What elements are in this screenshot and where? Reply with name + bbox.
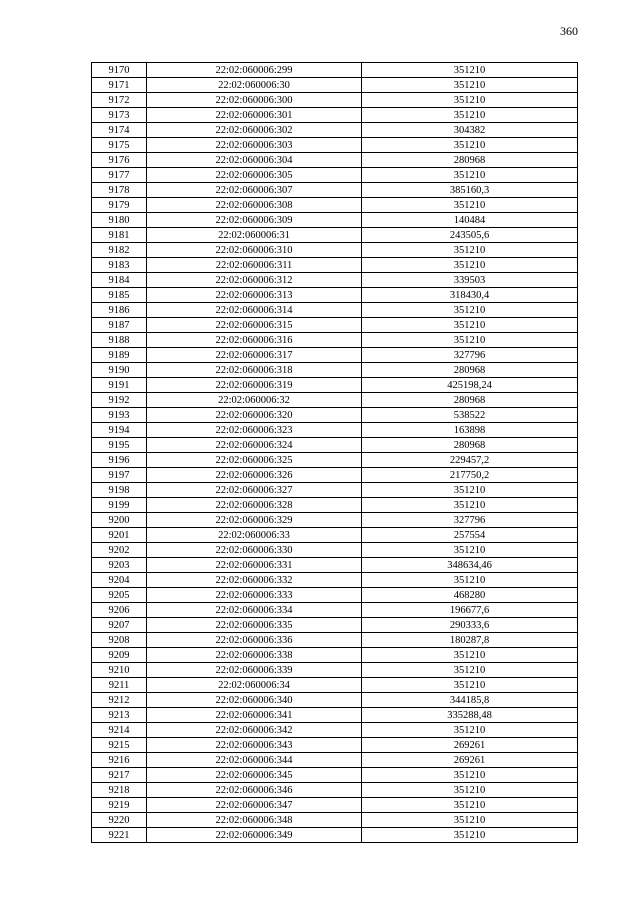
row-number-cell: 9177 (92, 168, 147, 183)
cadastral-number-cell: 22:02:060006:336 (147, 633, 362, 648)
row-number-cell: 9190 (92, 363, 147, 378)
table-row (92, 258, 578, 273)
cadastral-number-cell: 22:02:060006:329 (147, 513, 362, 528)
cadastral-number-cell: 22:02:060006:331 (147, 558, 362, 573)
row-number-cell: 9203 (92, 558, 147, 573)
cadastral-value-cell: 351210 (362, 303, 578, 318)
cadastral-value-cell: 538522 (362, 408, 578, 423)
table-row (92, 678, 578, 693)
cadastral-value-cell: 351210 (362, 663, 578, 678)
cadastral-value-cell: 351210 (362, 93, 578, 108)
table-row (92, 723, 578, 738)
row-number-cell: 9201 (92, 528, 147, 543)
table-body (92, 63, 578, 843)
cadastral-number-cell: 22:02:060006:307 (147, 183, 362, 198)
cadastral-value-cell: 351210 (362, 648, 578, 663)
table-row (92, 738, 578, 753)
row-number-cell: 9199 (92, 498, 147, 513)
table-row (92, 663, 578, 678)
table-row (92, 93, 578, 108)
cadastral-number-cell: 22:02:060006:317 (147, 348, 362, 363)
cadastral-value-cell: 163898 (362, 423, 578, 438)
cadastral-number-cell: 22:02:060006:320 (147, 408, 362, 423)
row-number-cell: 9217 (92, 768, 147, 783)
row-number-cell: 9188 (92, 333, 147, 348)
table-row (92, 168, 578, 183)
cadastral-value-cell: 351210 (362, 243, 578, 258)
row-number-cell: 9170 (92, 63, 147, 78)
row-number-cell: 9215 (92, 738, 147, 753)
cadastral-value-cell: 290333,6 (362, 618, 578, 633)
cadastral-number-cell: 22:02:060006:304 (147, 153, 362, 168)
row-number-cell: 9209 (92, 648, 147, 663)
cadastral-value-cell: 180287,8 (362, 633, 578, 648)
table-row (92, 363, 578, 378)
row-number-cell: 9191 (92, 378, 147, 393)
row-number-cell: 9198 (92, 483, 147, 498)
cadastral-number-cell: 22:02:060006:326 (147, 468, 362, 483)
cadastral-number-cell: 22:02:060006:34 (147, 678, 362, 693)
row-number-cell: 9189 (92, 348, 147, 363)
cadastral-value-cell: 304382 (362, 123, 578, 138)
row-number-cell: 9193 (92, 408, 147, 423)
cadastral-value-cell: 327796 (362, 348, 578, 363)
row-number-cell: 9185 (92, 288, 147, 303)
cadastral-number-cell: 22:02:060006:301 (147, 108, 362, 123)
cadastral-number-cell: 22:02:060006:302 (147, 123, 362, 138)
row-number-cell: 9187 (92, 318, 147, 333)
row-number-cell: 9212 (92, 693, 147, 708)
table-row (92, 528, 578, 543)
cadastral-value-cell: 280968 (362, 438, 578, 453)
row-number-cell: 9184 (92, 273, 147, 288)
cadastral-number-cell: 22:02:060006:343 (147, 738, 362, 753)
cadastral-value-cell: 351210 (362, 678, 578, 693)
row-number-cell: 9186 (92, 303, 147, 318)
cadastral-value-cell: 468280 (362, 588, 578, 603)
cadastral-number-cell: 22:02:060006:300 (147, 93, 362, 108)
cadastral-value-cell: 196677,6 (362, 603, 578, 618)
cadastral-number-cell: 22:02:060006:333 (147, 588, 362, 603)
cadastral-value-cell: 385160,3 (362, 183, 578, 198)
row-number-cell: 9172 (92, 93, 147, 108)
table-row (92, 318, 578, 333)
cadastral-number-cell: 22:02:060006:323 (147, 423, 362, 438)
row-number-cell: 9197 (92, 468, 147, 483)
row-number-cell: 9213 (92, 708, 147, 723)
row-number-cell: 9204 (92, 573, 147, 588)
cadastral-number-cell: 22:02:060006:334 (147, 603, 362, 618)
table-row (92, 198, 578, 213)
cadastral-number-cell: 22:02:060006:305 (147, 168, 362, 183)
cadastral-number-cell: 22:02:060006:324 (147, 438, 362, 453)
cadastral-number-cell: 22:02:060006:345 (147, 768, 362, 783)
table-row (92, 333, 578, 348)
cadastral-number-cell: 22:02:060006:312 (147, 273, 362, 288)
table-row (92, 393, 578, 408)
cadastral-value-cell: 318430,4 (362, 288, 578, 303)
row-number-cell: 9176 (92, 153, 147, 168)
cadastral-value-cell: 351210 (362, 318, 578, 333)
cadastral-number-cell: 22:02:060006:33 (147, 528, 362, 543)
cadastral-number-cell: 22:02:060006:346 (147, 783, 362, 798)
cadastral-number-cell: 22:02:060006:341 (147, 708, 362, 723)
table-row (92, 423, 578, 438)
cadastral-value-cell: 269261 (362, 738, 578, 753)
row-number-cell: 9171 (92, 78, 147, 93)
cadastral-number-cell: 22:02:060006:332 (147, 573, 362, 588)
cadastral-value-cell: 229457,2 (362, 453, 578, 468)
cadastral-value-cell: 351210 (362, 108, 578, 123)
row-number-cell: 9182 (92, 243, 147, 258)
cadastral-value-cell: 351210 (362, 258, 578, 273)
table-row (92, 228, 578, 243)
table-row (92, 618, 578, 633)
cadastral-number-cell: 22:02:060006:314 (147, 303, 362, 318)
table-row (92, 543, 578, 558)
cadastral-number-cell: 22:02:060006:309 (147, 213, 362, 228)
table-row (92, 123, 578, 138)
row-number-cell: 9206 (92, 603, 147, 618)
table-row (92, 348, 578, 363)
cadastral-number-cell: 22:02:060006:328 (147, 498, 362, 513)
cadastral-number-cell: 22:02:060006:313 (147, 288, 362, 303)
row-number-cell: 9196 (92, 453, 147, 468)
row-number-cell: 9219 (92, 798, 147, 813)
table-row (92, 708, 578, 723)
cadastral-number-cell: 22:02:060006:316 (147, 333, 362, 348)
cadastral-number-cell: 22:02:060006:315 (147, 318, 362, 333)
cadastral-value-cell: 351210 (362, 78, 578, 93)
cadastral-value-cell: 269261 (362, 753, 578, 768)
row-number-cell: 9220 (92, 813, 147, 828)
table-row (92, 768, 578, 783)
cadastral-number-cell: 22:02:060006:342 (147, 723, 362, 738)
table-row (92, 483, 578, 498)
cadastral-number-cell: 22:02:060006:339 (147, 663, 362, 678)
cadastral-number-cell: 22:02:060006:311 (147, 258, 362, 273)
table-row (92, 213, 578, 228)
row-number-cell: 9214 (92, 723, 147, 738)
cadastral-value-cell: 217750,2 (362, 468, 578, 483)
cadastral-value-cell: 351210 (362, 573, 578, 588)
row-number-cell: 9216 (92, 753, 147, 768)
row-number-cell: 9205 (92, 588, 147, 603)
row-number-cell: 9208 (92, 633, 147, 648)
table-row (92, 108, 578, 123)
cadastral-number-cell: 22:02:060006:327 (147, 483, 362, 498)
cadastral-value-cell: 339503 (362, 273, 578, 288)
row-number-cell: 9180 (92, 213, 147, 228)
row-number-cell: 9175 (92, 138, 147, 153)
cadastral-value-cell: 280968 (362, 363, 578, 378)
table-row (92, 378, 578, 393)
row-number-cell: 9202 (92, 543, 147, 558)
cadastral-value-cell: 351210 (362, 783, 578, 798)
table-row (92, 828, 578, 843)
cadastral-value-cell: 140484 (362, 213, 578, 228)
cadastral-value-cell: 351210 (362, 483, 578, 498)
row-number-cell: 9194 (92, 423, 147, 438)
cadastral-value-cell: 348634,46 (362, 558, 578, 573)
cadastral-number-cell: 22:02:060006:330 (147, 543, 362, 558)
cadastral-value-cell: 351210 (362, 723, 578, 738)
table-row (92, 183, 578, 198)
cadastral-value-cell: 351210 (362, 813, 578, 828)
table-row (92, 783, 578, 798)
table-row (92, 603, 578, 618)
cadastral-number-cell: 22:02:060006:347 (147, 798, 362, 813)
table-row (92, 498, 578, 513)
table-row (92, 753, 578, 768)
cadastral-value-cell: 257554 (362, 528, 578, 543)
row-number-cell: 9218 (92, 783, 147, 798)
table-row (92, 588, 578, 603)
cadastral-number-cell: 22:02:060006:30 (147, 78, 362, 93)
row-number-cell: 9207 (92, 618, 147, 633)
cadastral-number-cell: 22:02:060006:340 (147, 693, 362, 708)
row-number-cell: 9195 (92, 438, 147, 453)
cadastral-value-cell: 425198,24 (362, 378, 578, 393)
cadastral-value-cell: 351210 (362, 168, 578, 183)
cadastral-value-cell: 344185,8 (362, 693, 578, 708)
cadastral-value-cell: 351210 (362, 63, 578, 78)
cadastral-number-cell: 22:02:060006:335 (147, 618, 362, 633)
row-number-cell: 9173 (92, 108, 147, 123)
cadastral-number-cell: 22:02:060006:319 (147, 378, 362, 393)
cadastral-number-cell: 22:02:060006:308 (147, 198, 362, 213)
cadastral-number-cell: 22:02:060006:349 (147, 828, 362, 843)
table-row (92, 273, 578, 288)
cadastral-value-cell: 327796 (362, 513, 578, 528)
table-row (92, 288, 578, 303)
cadastral-number-cell: 22:02:060006:303 (147, 138, 362, 153)
cadastral-value-cell: 280968 (362, 393, 578, 408)
cadastral-value-cell: 351210 (362, 198, 578, 213)
row-number-cell: 9178 (92, 183, 147, 198)
cadastral-number-cell: 22:02:060006:31 (147, 228, 362, 243)
cadastral-value-cell: 351210 (362, 543, 578, 558)
table-row (92, 468, 578, 483)
table-row (92, 648, 578, 663)
cadastral-value-cell: 335288,48 (362, 708, 578, 723)
table-row (92, 438, 578, 453)
table-row (92, 63, 578, 78)
table-row (92, 513, 578, 528)
table-row (92, 153, 578, 168)
table-row (92, 243, 578, 258)
cadastral-value-cell: 351210 (362, 498, 578, 513)
cadastral-number-cell: 22:02:060006:310 (147, 243, 362, 258)
cadastral-number-cell: 22:02:060006:299 (147, 63, 362, 78)
cadastral-value-cell: 351210 (362, 138, 578, 153)
cadastral-value-cell: 351210 (362, 798, 578, 813)
cadastral-value-cell: 280968 (362, 153, 578, 168)
cadastral-value-cell: 351210 (362, 768, 578, 783)
row-number-cell: 9200 (92, 513, 147, 528)
table-row (92, 303, 578, 318)
cadastral-value-cell: 351210 (362, 333, 578, 348)
cadastral-number-cell: 22:02:060006:338 (147, 648, 362, 663)
row-number-cell: 9181 (92, 228, 147, 243)
cadastral-value-cell: 351210 (362, 828, 578, 843)
page-number: 360 (560, 24, 578, 38)
row-number-cell: 9210 (92, 663, 147, 678)
row-number-cell: 9174 (92, 123, 147, 138)
table-row (92, 558, 578, 573)
table-row (92, 453, 578, 468)
table-row (92, 138, 578, 153)
table-row (92, 633, 578, 648)
cadastral-value-cell: 243505,6 (362, 228, 578, 243)
row-number-cell: 9192 (92, 393, 147, 408)
cadastral-number-cell: 22:02:060006:325 (147, 453, 362, 468)
row-number-cell: 9211 (92, 678, 147, 693)
row-number-cell: 9179 (92, 198, 147, 213)
cadastral-number-cell: 22:02:060006:318 (147, 363, 362, 378)
cadastral-number-cell: 22:02:060006:32 (147, 393, 362, 408)
row-number-cell: 9183 (92, 258, 147, 273)
table-row (92, 798, 578, 813)
table-row (92, 813, 578, 828)
table-row (92, 573, 578, 588)
table-row (92, 78, 578, 93)
cadastral-number-cell: 22:02:060006:344 (147, 753, 362, 768)
table-row (92, 693, 578, 708)
cadastral-value-table (91, 62, 578, 843)
cadastral-number-cell: 22:02:060006:348 (147, 813, 362, 828)
row-number-cell: 9221 (92, 828, 147, 843)
table-row (92, 408, 578, 423)
